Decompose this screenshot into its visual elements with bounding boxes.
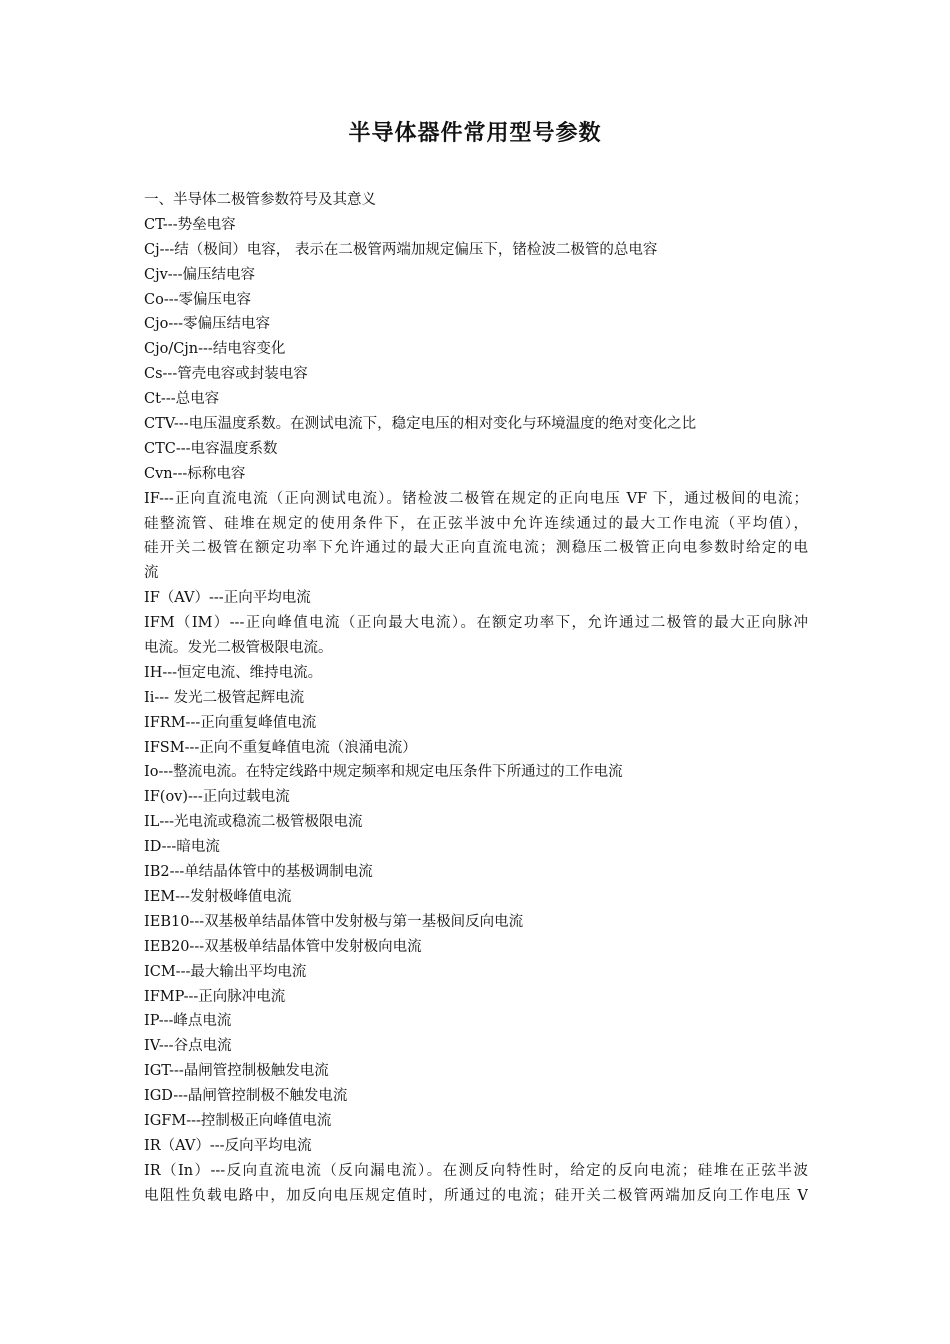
definition-line: CTV---电压温度系数。在测试电流下，稳定电压的相对变化与环境温度的绝对变化之比 bbox=[144, 416, 697, 433]
definition-line: Ii--- 发光二极管起辉电流 bbox=[144, 689, 305, 706]
definition-line: ICM---最大输出平均电流 bbox=[144, 963, 307, 980]
definition-line: IB2---单结晶体管中的基极调制电流 bbox=[144, 864, 373, 881]
definition-line: IR（AV）---反向平均电流 bbox=[144, 1137, 312, 1154]
definition-line: Cjo/Cjn---结电容变化 bbox=[144, 341, 286, 358]
document-body bbox=[144, 188, 808, 1209]
definition-line: Co---零偏压电容 bbox=[144, 291, 252, 308]
definition-line: IEB20---双基极单结晶体管中发射极向电流 bbox=[144, 938, 422, 955]
definition-line: CTC---电容温度系数 bbox=[144, 440, 278, 457]
definition-line: Cs---管壳电容或封装电容 bbox=[144, 366, 308, 383]
definition-line: IFM（IM）---正向峰值电流（正向最大电流）。在额定功率下，允许通过二极管的最大正向脉冲 bbox=[144, 615, 808, 632]
definition-line: 硅整流管、硅堆在规定的使用条件下，在正弦半波中允许连续通过的最大工作电流（平均值）， bbox=[144, 515, 808, 532]
definition-line: IF---正向直流电流（正向测试电流）。锗检波二极管在规定的正向电压 VF 下，通过极间的电流； bbox=[144, 490, 808, 507]
definition-line: IL---光电流或稳流二极管极限电流 bbox=[144, 814, 363, 831]
definition-line: IGFM---控制极正向峰值电流 bbox=[144, 1112, 332, 1129]
definition-line: IF(ov)---正向过载电流 bbox=[144, 789, 290, 806]
definition-line: IFSM---正向不重复峰值电流（浪涌电流） bbox=[144, 739, 417, 756]
definition-line: IV---谷点电流 bbox=[144, 1038, 232, 1055]
definition-line: IR（In）---反向直流电流（反向漏电流）。在测反向特性时，给定的反向电流；硅堆在正弦半波 bbox=[144, 1162, 808, 1179]
definition-line: 电阻性负载电路中，加反向电压规定值时，所通过的电流；硅开关二极管两端加反向工作电压 V bbox=[144, 1187, 808, 1204]
definition-line: IEM---发射极峰值电流 bbox=[144, 888, 292, 905]
definition-line: CT---势垒电容 bbox=[144, 216, 236, 233]
definition-line: IH---恒定电流、维持电流。 bbox=[144, 664, 323, 681]
definition-line: Cj---结（极间）电容， 表示在二极管两端加规定偏压下，锗检波二极管的总电容 bbox=[144, 241, 658, 258]
definition-line: IGT---晶闸管控制极触发电流 bbox=[144, 1063, 329, 1080]
definition-line: IF（AV）---正向平均电流 bbox=[144, 590, 311, 607]
definition-line: Cjo---零偏压结电容 bbox=[144, 316, 271, 333]
definition-line: 硅开关二极管在额定功率下允许通过的最大正向直流电流；测稳压二极管正向电参数时给定的电 bbox=[144, 540, 808, 557]
definition-line: IFMP---正向脉冲电流 bbox=[144, 988, 286, 1005]
definition-line: 电流。发光二极管极限电流。 bbox=[144, 640, 333, 657]
definition-line: 流 bbox=[144, 565, 159, 582]
definition-line: IFRM---正向重复峰值电流 bbox=[144, 714, 317, 731]
definition-line: Ct---总电容 bbox=[144, 391, 220, 408]
definition-line: IEB10---双基极单结晶体管中发射极与第一基极间反向电流 bbox=[144, 913, 524, 930]
definition-line: Cvn---标称电容 bbox=[144, 465, 246, 482]
definition-line: IGD---晶闸管控制极不触发电流 bbox=[144, 1088, 348, 1105]
definition-line: ID---暗电流 bbox=[144, 839, 220, 856]
document-title: 半导体器件常用型号参数 bbox=[348, 121, 602, 146]
definition-line: Io---整流电流。在特定线路中规定频率和规定电压条件下所通过的工作电流 bbox=[144, 764, 623, 781]
definition-line: IP---峰点电流 bbox=[144, 1013, 232, 1030]
section-heading: 一、半导体二极管参数符号及其意义 bbox=[144, 192, 376, 208]
definition-line: Cjv---偏压结电容 bbox=[144, 266, 255, 283]
